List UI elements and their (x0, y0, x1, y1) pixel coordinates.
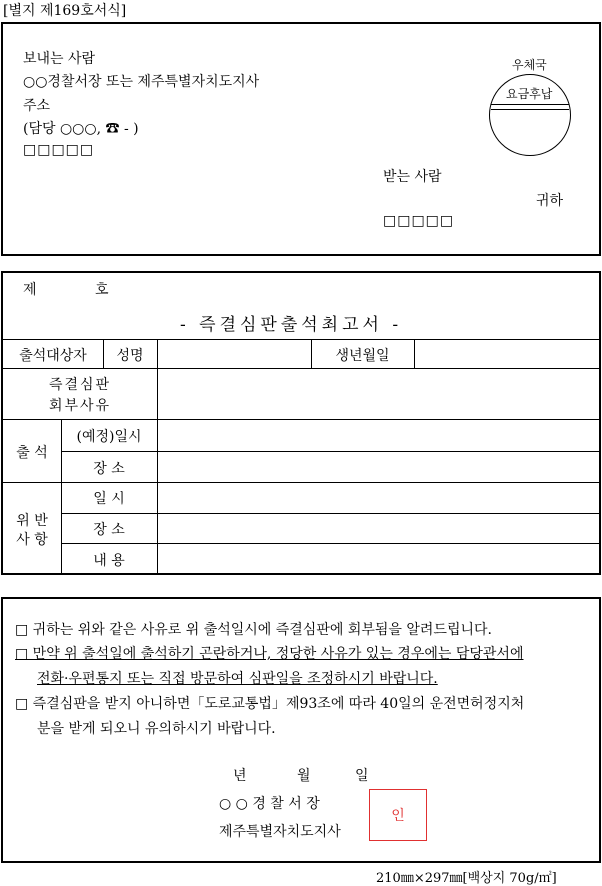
violation-content-field[interactable] (158, 544, 599, 573)
case-number-prefix: 제 (23, 282, 37, 298)
postage-note: 요금후납 (506, 87, 553, 101)
sender-heading: 보내는 사람 (23, 51, 96, 67)
violation-place-field[interactable] (158, 514, 599, 542)
sender-postcode: □□□□□ (23, 142, 95, 158)
appearance-label: 출 석 (16, 445, 48, 461)
sender-name: ○○경찰서장 또는 제주특별자치도지사 (23, 74, 260, 90)
notice-item-3-line1: □ 즉결심판을 받지 아니하면「도로교통법」제93조에 따라 40일의 운전면허정지처 (15, 696, 525, 712)
official-seal: 인 (369, 789, 427, 841)
summons-title: - 즉결심판출석최고서 - (180, 315, 403, 335)
summons-table (1, 271, 601, 575)
referral-reason-field[interactable] (158, 369, 599, 418)
notice-section (1, 597, 601, 863)
date-month-label: 월 (297, 768, 311, 784)
notice-item-3-line2: 분을 받게 되오니 유의하시기 바랍니다. (37, 721, 276, 737)
case-number-suffix: 호 (95, 282, 109, 298)
violation-place-label: 장 소 (93, 522, 125, 538)
address-label: 주소 (23, 98, 51, 114)
date-year-label: 년 (233, 768, 247, 784)
violation-label-line2: 사 항 (16, 532, 48, 548)
attendee-label: 출석대상자 (19, 348, 87, 364)
issuer-jeju-governor: 제주특별자치도지사 (219, 824, 341, 840)
recipient-postcode: □□□□□ (383, 213, 455, 229)
violation-time-field[interactable] (158, 483, 599, 512)
scheduled-time-field[interactable] (158, 420, 599, 450)
stamp-divider-bottom (491, 109, 569, 110)
honorific: 귀하 (536, 193, 564, 209)
post-office-label: 우체국 (512, 58, 547, 72)
referral-reason-label-line1: 즉결심판 (48, 377, 112, 393)
recipient-heading: 받는 사람 (383, 169, 442, 185)
birth-date-label: 생년월일 (335, 348, 390, 364)
notice-item-2-line1: □ 만약 위 출석일에 출석하기 곤란하거나, 정당한 사유가 있는 경우에는 담당관서에 (15, 646, 524, 662)
scheduled-time-label: (예정)일시 (76, 429, 142, 445)
notice-item-1: □ 귀하는 위와 같은 사유로 위 출석일시에 즉결심판에 회부됨을 알려드립니다. (15, 622, 492, 638)
notice-item-2-line2: 전화·우편통지 또는 직접 방문하여 심판일을 조정하시기 바랍니다. (37, 671, 438, 687)
appearance-place-label: 장 소 (93, 461, 125, 477)
paper-spec-footer: 210㎜×297㎜[백상지 70g/㎡] (376, 871, 557, 886)
name-label: 성명 (116, 348, 144, 364)
appearance-place-field[interactable] (158, 452, 599, 481)
stamp-divider-top (491, 104, 569, 105)
violation-time-label: 일 시 (93, 491, 125, 507)
form-number-label: [별지 제169호서식] (3, 3, 127, 19)
issuer-police-chief: ○ ○ 경 찰 서 장 (219, 796, 320, 812)
violation-label-line1: 위 반 (16, 513, 48, 529)
referral-reason-label-line2: 회부사유 (48, 398, 112, 414)
date-day-label: 일 (355, 768, 369, 784)
contact-line: (담당 ○○○, ☎ - ) (23, 121, 139, 137)
violation-content-label: 내 용 (93, 553, 125, 569)
envelope-section (1, 22, 601, 256)
name-field[interactable] (158, 340, 310, 367)
birth-date-field[interactable] (415, 340, 599, 367)
